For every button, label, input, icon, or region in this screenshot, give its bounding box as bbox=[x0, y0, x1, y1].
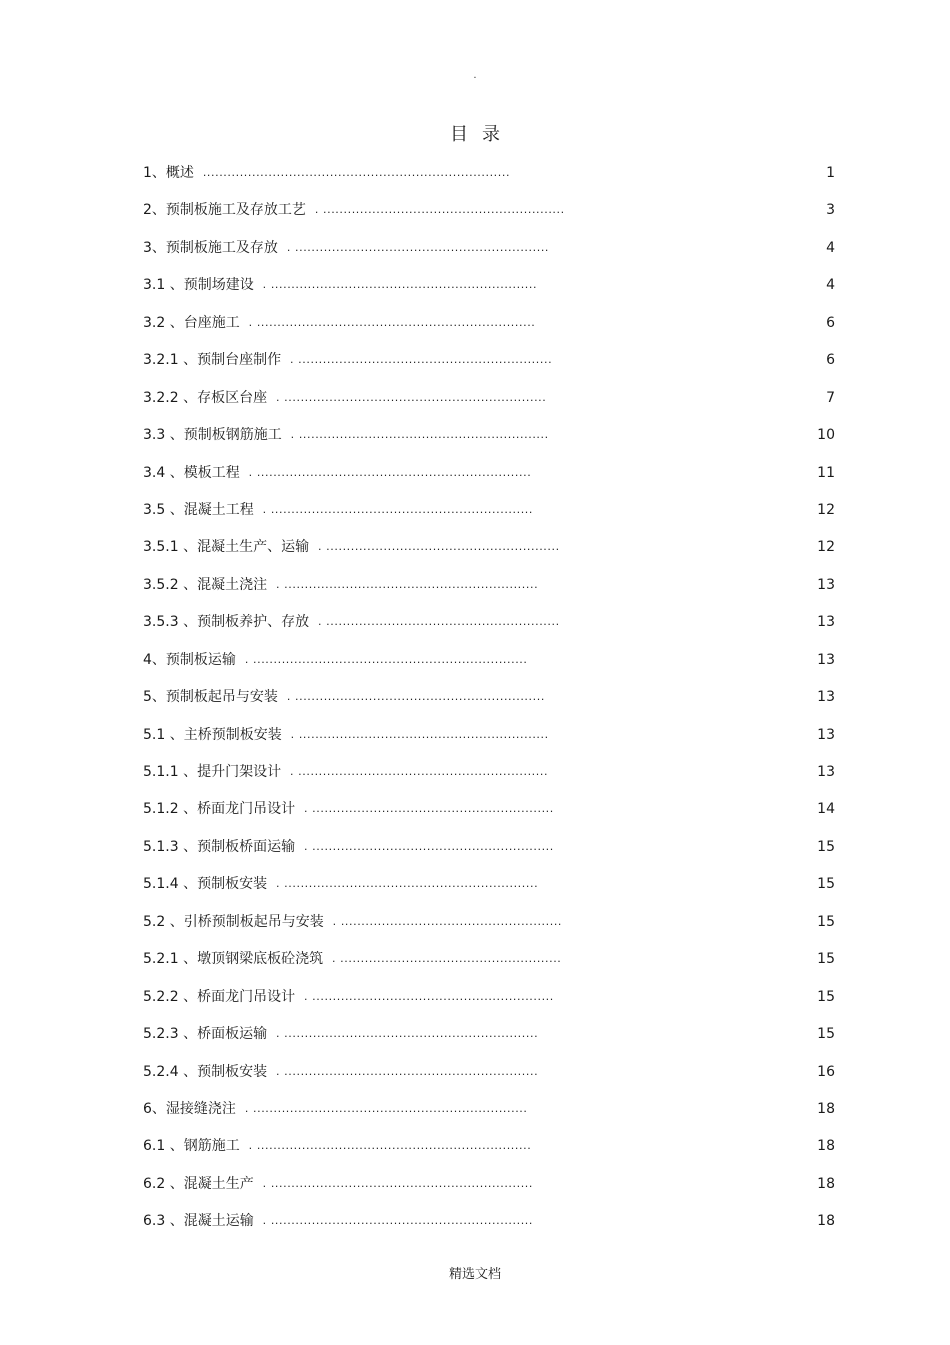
toc-entry-label: 3.2.1 、预制台座制作 bbox=[143, 352, 282, 369]
toc-entry[interactable] bbox=[143, 610, 835, 647]
toc-entry-leader: . ................................................................. bbox=[262, 278, 538, 292]
toc-entry[interactable] bbox=[143, 161, 835, 198]
toc-entry-page-number: 7 bbox=[826, 389, 835, 406]
toc-entry-leader: ........................................................................... bbox=[202, 166, 511, 179]
toc-entry[interactable] bbox=[143, 423, 835, 460]
toc-entry-page-number: 18 bbox=[817, 1100, 835, 1117]
toc-entry-label: 5.1.1 、提升门架设计 bbox=[143, 764, 282, 780]
toc-entry-page-number: 4 bbox=[826, 239, 835, 256]
toc-entry-leader: . ................................................................ bbox=[262, 1214, 533, 1228]
toc-entry-page-number: 18 bbox=[817, 1213, 835, 1230]
toc-entry-page-number: 15 bbox=[817, 951, 835, 968]
toc-entry[interactable] bbox=[143, 236, 835, 273]
toc-entry-label: 6.3 、混凝土运输 bbox=[143, 1213, 254, 1230]
toc-entry-page-number: 3 bbox=[826, 202, 835, 219]
toc-entry-leader: . ............................................................. bbox=[290, 727, 549, 741]
header-mark: . bbox=[473, 70, 477, 81]
toc-entry-leader: . .............................................................. bbox=[286, 240, 550, 254]
toc-entry-leader: . ................................................................... bbox=[244, 652, 528, 666]
toc-entry-label: 6、湿接缝浇注 bbox=[143, 1100, 236, 1117]
toc-entry[interactable] bbox=[143, 348, 835, 385]
toc-entry[interactable] bbox=[143, 760, 835, 797]
toc-entry-page-number: 13 bbox=[817, 576, 835, 593]
toc-entry[interactable] bbox=[143, 1022, 835, 1059]
toc-entry[interactable] bbox=[143, 198, 835, 235]
toc-entry-page-number: 15 bbox=[817, 876, 835, 893]
toc-entry-label: 3.4 、模板工程 bbox=[143, 464, 240, 481]
toc-entry[interactable] bbox=[143, 386, 835, 423]
toc-entry[interactable] bbox=[143, 872, 835, 909]
toc-entry-leader: . ........................................................... bbox=[303, 989, 554, 1003]
toc-entry-leader: . .................................................................... bbox=[248, 315, 536, 329]
toc-entry[interactable] bbox=[143, 685, 835, 722]
toc-entry-leader: . .............................................................. bbox=[275, 877, 539, 891]
page-title: 目录 bbox=[450, 124, 514, 145]
toc-entry-page-number: 15 bbox=[817, 1026, 835, 1043]
toc-entry-leader: . ............................................................. bbox=[286, 690, 545, 704]
toc-entry-label: 3.1 、预制场建设 bbox=[143, 277, 254, 294]
toc-entry-page-number: 13 bbox=[817, 764, 835, 780]
toc-entry-page-number: 6 bbox=[826, 314, 835, 331]
toc-entry[interactable] bbox=[143, 1172, 835, 1209]
toc-entry-leader: . ................................................................ bbox=[262, 1176, 533, 1190]
toc-entry-label: 5.1.3 、预制板桥面运输 bbox=[143, 838, 296, 855]
toc-entry-page-number: 13 bbox=[817, 614, 835, 631]
toc-entry-page-number: 15 bbox=[817, 913, 835, 930]
toc-entry[interactable] bbox=[143, 723, 835, 760]
toc-entry[interactable] bbox=[143, 985, 835, 1022]
toc-entry-label: 5.2.3 、桥面板运输 bbox=[143, 1026, 268, 1043]
toc-entry[interactable] bbox=[143, 910, 835, 947]
toc-entry-page-number: 12 bbox=[817, 539, 835, 556]
toc-entry[interactable] bbox=[143, 311, 835, 348]
toc-entry-leader: . .............................................................. bbox=[275, 1027, 539, 1041]
table-of-contents bbox=[143, 161, 835, 1247]
toc-entry[interactable] bbox=[143, 535, 835, 572]
toc-entry[interactable] bbox=[143, 1060, 835, 1097]
toc-entry-label: 3.2.2 、存板区台座 bbox=[143, 389, 268, 406]
toc-entry-label: 2、预制板施工及存放工艺 bbox=[143, 202, 306, 219]
toc-entry-leader: . ............................................................. bbox=[290, 428, 549, 442]
toc-entry-leader: . ........................................................... bbox=[303, 839, 554, 853]
toc-entry-page-number: 15 bbox=[817, 988, 835, 1005]
toc-entry-label: 4、预制板运输 bbox=[143, 651, 236, 668]
toc-entry-leader: . ...................................................... bbox=[331, 952, 562, 966]
toc-entry-leader: . ........................................................... bbox=[314, 203, 565, 217]
toc-entry-leader: . ................................................................... bbox=[244, 1101, 528, 1115]
toc-entry-page-number: 11 bbox=[817, 464, 835, 481]
toc-entry-label: 3.5.1 、混凝土生产、运输 bbox=[143, 539, 310, 556]
toc-entry-page-number: 15 bbox=[817, 838, 835, 855]
toc-entry[interactable] bbox=[143, 1134, 835, 1171]
toc-entry-leader: . ................................................................ bbox=[275, 390, 547, 404]
toc-entry-leader: . ................................................................... bbox=[248, 465, 532, 479]
toc-entry[interactable] bbox=[143, 461, 835, 498]
toc-entry-label: 5.2 、引桥预制板起吊与安装 bbox=[143, 913, 324, 930]
toc-entry-label: 5、预制板起吊与安装 bbox=[143, 689, 278, 706]
toc-entry-page-number: 6 bbox=[826, 352, 835, 369]
toc-entry-leader: . ......................................................... bbox=[317, 540, 560, 554]
toc-entry[interactable] bbox=[143, 1097, 835, 1134]
toc-entry-label: 6.1 、钢筋施工 bbox=[143, 1138, 240, 1155]
toc-entry-page-number: 1 bbox=[826, 165, 835, 181]
page-footer: 精选文档 bbox=[448, 1267, 501, 1282]
toc-entry-label: 3、预制板施工及存放 bbox=[143, 239, 278, 256]
toc-entry-page-number: 14 bbox=[817, 801, 835, 818]
toc-entry-label: 1、概述 bbox=[143, 165, 194, 181]
toc-entry-label: 5.1.4 、预制板安装 bbox=[143, 876, 268, 893]
toc-entry-page-number: 18 bbox=[817, 1138, 835, 1155]
toc-entry[interactable] bbox=[143, 648, 835, 685]
toc-entry[interactable] bbox=[143, 273, 835, 310]
toc-entry-label: 3.3 、预制板钢筋施工 bbox=[143, 427, 282, 444]
toc-entry[interactable] bbox=[143, 498, 835, 535]
toc-entry-leader: . .............................................................. bbox=[275, 1064, 539, 1078]
toc-entry-page-number: 10 bbox=[817, 427, 835, 444]
toc-entry-page-number: 4 bbox=[826, 277, 835, 294]
toc-entry-leader: . ......................................................... bbox=[317, 615, 560, 629]
toc-entry-page-number: 13 bbox=[817, 651, 835, 668]
toc-entry-leader: . .............................................................. bbox=[275, 577, 539, 591]
toc-entry[interactable] bbox=[143, 835, 835, 872]
toc-entry-page-number: 13 bbox=[817, 726, 835, 743]
toc-entry-label: 3.2 、台座施工 bbox=[143, 314, 240, 331]
toc-entry-label: 5.2.1 、墩顶钢梁底板砼浇筑 bbox=[143, 951, 324, 968]
toc-entry-label: 5.1 、主桥预制板安装 bbox=[143, 726, 282, 743]
toc-entry-leader: . ........................................................... bbox=[303, 802, 554, 816]
toc-entry[interactable] bbox=[143, 1209, 835, 1246]
toc-entry-leader: . ............................................................. bbox=[289, 765, 549, 778]
toc-entry-page-number: 16 bbox=[817, 1063, 835, 1080]
toc-entry-label: 5.2.2 、桥面龙门吊设计 bbox=[143, 988, 296, 1005]
toc-entry-page-number: 12 bbox=[817, 501, 835, 518]
toc-entry-label: 3.5.3 、预制板养护、存放 bbox=[143, 614, 310, 631]
toc-entry-leader: . ...................................................... bbox=[332, 914, 563, 928]
toc-entry[interactable] bbox=[143, 947, 835, 984]
toc-entry-label: 3.5.2 、混凝土浇注 bbox=[143, 576, 268, 593]
toc-entry-label: 3.5 、混凝土工程 bbox=[143, 501, 254, 518]
toc-entry[interactable] bbox=[143, 797, 835, 834]
toc-entry-label: 6.2 、混凝土生产 bbox=[143, 1175, 254, 1192]
toc-entry-label: 5.2.4 、预制板安装 bbox=[143, 1063, 268, 1080]
toc-entry-label: 5.1.2 、桥面龙门吊设计 bbox=[143, 801, 296, 818]
toc-entry-leader: . ................................................................ bbox=[262, 502, 533, 516]
toc-entry-page-number: 18 bbox=[817, 1175, 835, 1192]
toc-entry-leader: . ................................................................... bbox=[248, 1139, 532, 1153]
toc-entry-page-number: 13 bbox=[817, 689, 835, 706]
toc-entry[interactable] bbox=[143, 573, 835, 610]
toc-entry-leader: . .............................................................. bbox=[289, 353, 553, 367]
